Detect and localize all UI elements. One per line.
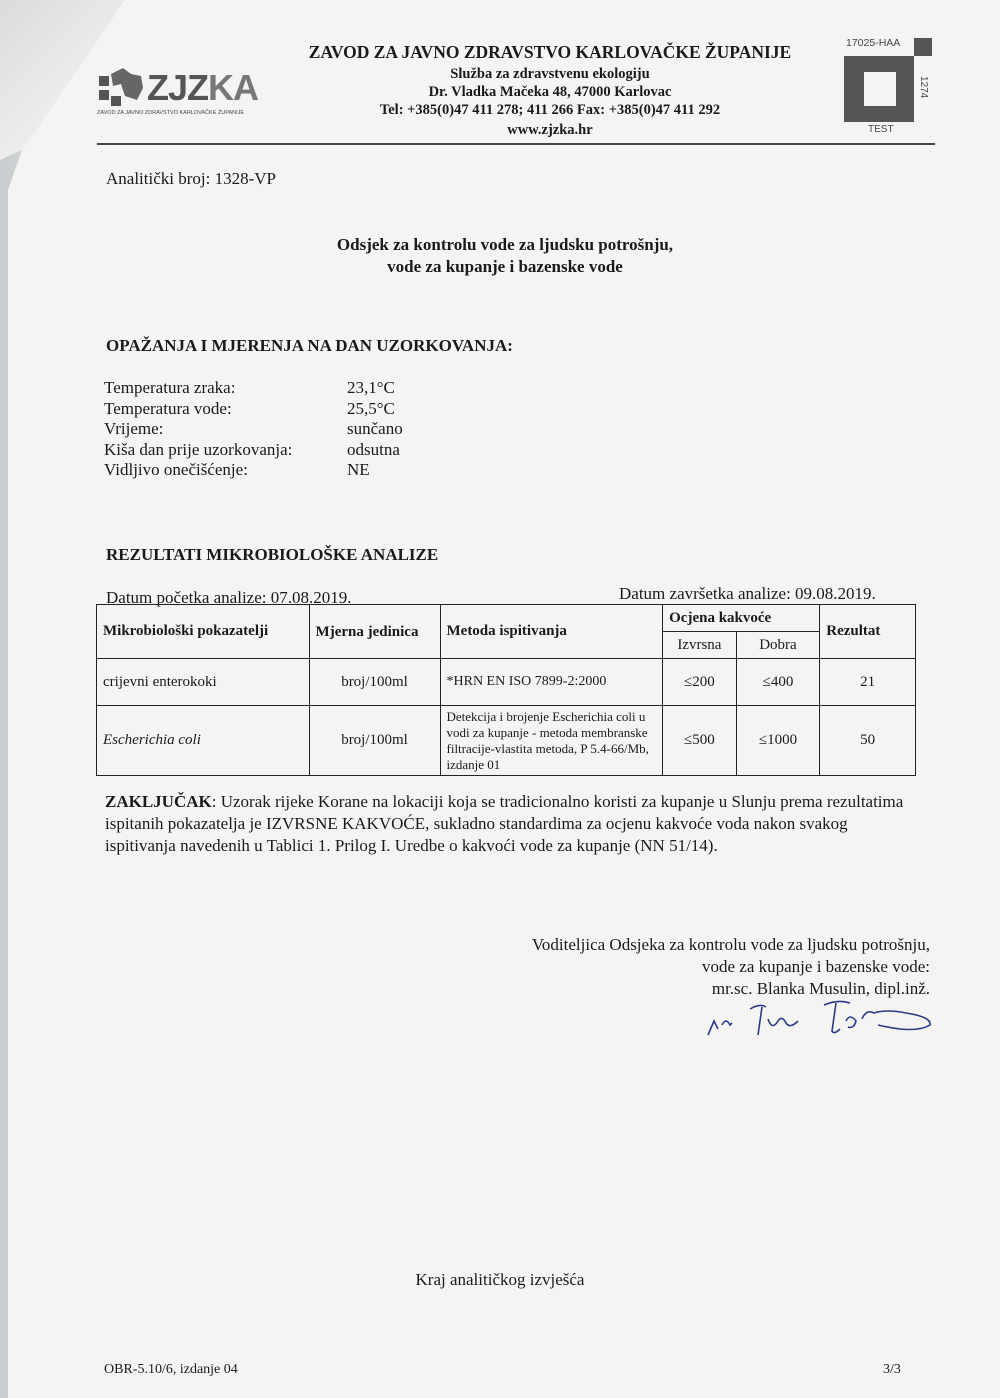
cell-good: ≤400 <box>736 659 820 706</box>
cell-method: *HRN EN ISO 7899-2:2000 <box>440 659 663 706</box>
observation-label: Kiša dan prije uzorkovanja: <box>104 439 293 459</box>
cell-indicator: Escherichia coli <box>97 706 310 776</box>
analysis-end-date: Datum završetka analize: 09.08.2019. <box>619 584 876 603</box>
results-heading: REZULTATI MIKROBIOLOŠKE ANALIZE <box>106 545 439 564</box>
cell-indicator: crijevni enterokoki <box>97 659 310 706</box>
department-title <box>250 234 760 278</box>
logo-wordmark: ZJZKA <box>147 67 259 108</box>
observation-row <box>104 440 403 461</box>
observation-label: Temperatura vode: <box>104 398 232 418</box>
cell-result: 21 <box>820 659 916 706</box>
conclusion <box>105 791 910 857</box>
signature-title-1: Voditeljica Odsjeka za kontrolu vode za ljudsku potrošnju, <box>531 935 930 954</box>
cell-result: 50 <box>820 706 916 776</box>
accreditation-code: 17025-HAA <box>846 37 901 49</box>
table-header-row <box>97 605 916 632</box>
observation-row <box>104 399 403 420</box>
observation-row <box>104 419 403 440</box>
accreditation-mark <box>838 30 938 140</box>
signatory-name: mr.sc. Blanka Musulin, dipl.inž. <box>711 979 930 998</box>
conclusion-label: ZAKLJUČAK <box>105 792 212 811</box>
observation-label: Temperatura zraka: <box>104 378 236 397</box>
col-quality: Ocjena kakvoće <box>663 605 820 632</box>
report-end-text: Kraj analitičkog izvješća <box>415 1270 585 1289</box>
results-table <box>96 604 916 776</box>
observation-value: 23,1°C <box>347 378 395 397</box>
cell-unit: broj/100ml <box>309 659 440 706</box>
col-result: Rezultat <box>820 605 916 659</box>
observation-value: sunčano <box>347 419 403 438</box>
observation-value: 25,5°C <box>347 398 395 418</box>
col-excellent: Izvrsna <box>663 632 737 659</box>
department-line-2: vode za kupanje i bazenske vode <box>387 257 623 276</box>
observation-row <box>104 378 403 399</box>
department-line-1: Odsjek za kontrolu vode za ljudsku potrošnju, <box>336 235 674 254</box>
col-method: Metoda ispitivanja <box>440 605 663 659</box>
observation-value: odsutna <box>347 439 400 459</box>
signature-title-2: vode za kupanje i bazenske vode: <box>702 957 930 976</box>
analysis-start-date: Datum početka analize: 07.08.2019. <box>106 588 352 607</box>
contact-info: Tel: +385(0)47 411 278; 411 266 Fax: +385(0)47 411 292 <box>379 102 721 118</box>
col-indicator: Mikrobiološki pokazatelji <box>97 605 310 659</box>
logo-subtitle: ZAVOD ZA JAVNO ZDRAVSTVO KARLOVAČKE ŽUPANIJE <box>97 110 245 116</box>
table-row <box>97 706 916 776</box>
address: Dr. Vladka Mačeka 48, 47000 Karlovac <box>428 84 672 100</box>
observation-label: Vidljivo onečišćenje: <box>104 460 248 479</box>
service-name: Služba za zdravstvenu ekologiju <box>450 66 650 82</box>
handwritten-signature <box>700 995 940 1045</box>
cell-excellent: ≤200 <box>663 659 737 706</box>
cell-unit: broj/100ml <box>309 706 440 776</box>
cell-excellent: ≤500 <box>663 706 737 776</box>
analytic-number: Analitički broj: 1328-VP <box>106 169 276 188</box>
accreditation-test-label: TEST <box>868 124 894 135</box>
website: www.zjzka.hr <box>507 122 593 138</box>
observations-list <box>104 378 403 481</box>
signature-block <box>532 934 930 1000</box>
observation-label: Vrijeme: <box>104 419 164 438</box>
zjzka-logo <box>97 66 267 120</box>
conclusion-text: : Uzorak rijeke Korane na lokaciji koja se tradicionalno koristi za kupanje u Slunju prema rezultatima ispitanih pokazatelja je IZVRSNE KAKVOĆE, sukladno standardima za ocjenu kakvoće voda nakon svakog ispitivanja navedenih u Tablici 1. Prilog I. Uredbe o kakvoći vode za kupanje (NN 51/14). <box>105 792 904 855</box>
table-row <box>97 659 916 706</box>
page-number: 3/3 <box>883 1362 901 1377</box>
observation-value: NE <box>347 460 370 479</box>
header-divider <box>97 143 935 145</box>
institution-name: ZAVOD ZA JAVNO ZDRAVSTVO KARLOVAČKE ŽUPANIJE <box>308 42 792 62</box>
form-code: OBR-5.10/6, izdanje 04 <box>104 1362 238 1377</box>
col-good: Dobra <box>736 632 820 659</box>
observation-row <box>104 460 403 481</box>
county-map-icon <box>97 66 145 110</box>
cell-good: ≤1000 <box>736 706 820 776</box>
col-unit: Mjerna jedinica <box>309 605 440 659</box>
accreditation-number: 1274 <box>918 76 929 99</box>
observations-heading: OPAŽANJA I MJERENJA NA DAN UZORKOVANJA: <box>106 336 513 355</box>
cell-method: Detekcija i brojenje Escherichia coli u vodi za kupanje - metoda membranske filtracije-vlastita metoda, P 5.4-66/Mb, izdanje 01 <box>440 706 663 776</box>
